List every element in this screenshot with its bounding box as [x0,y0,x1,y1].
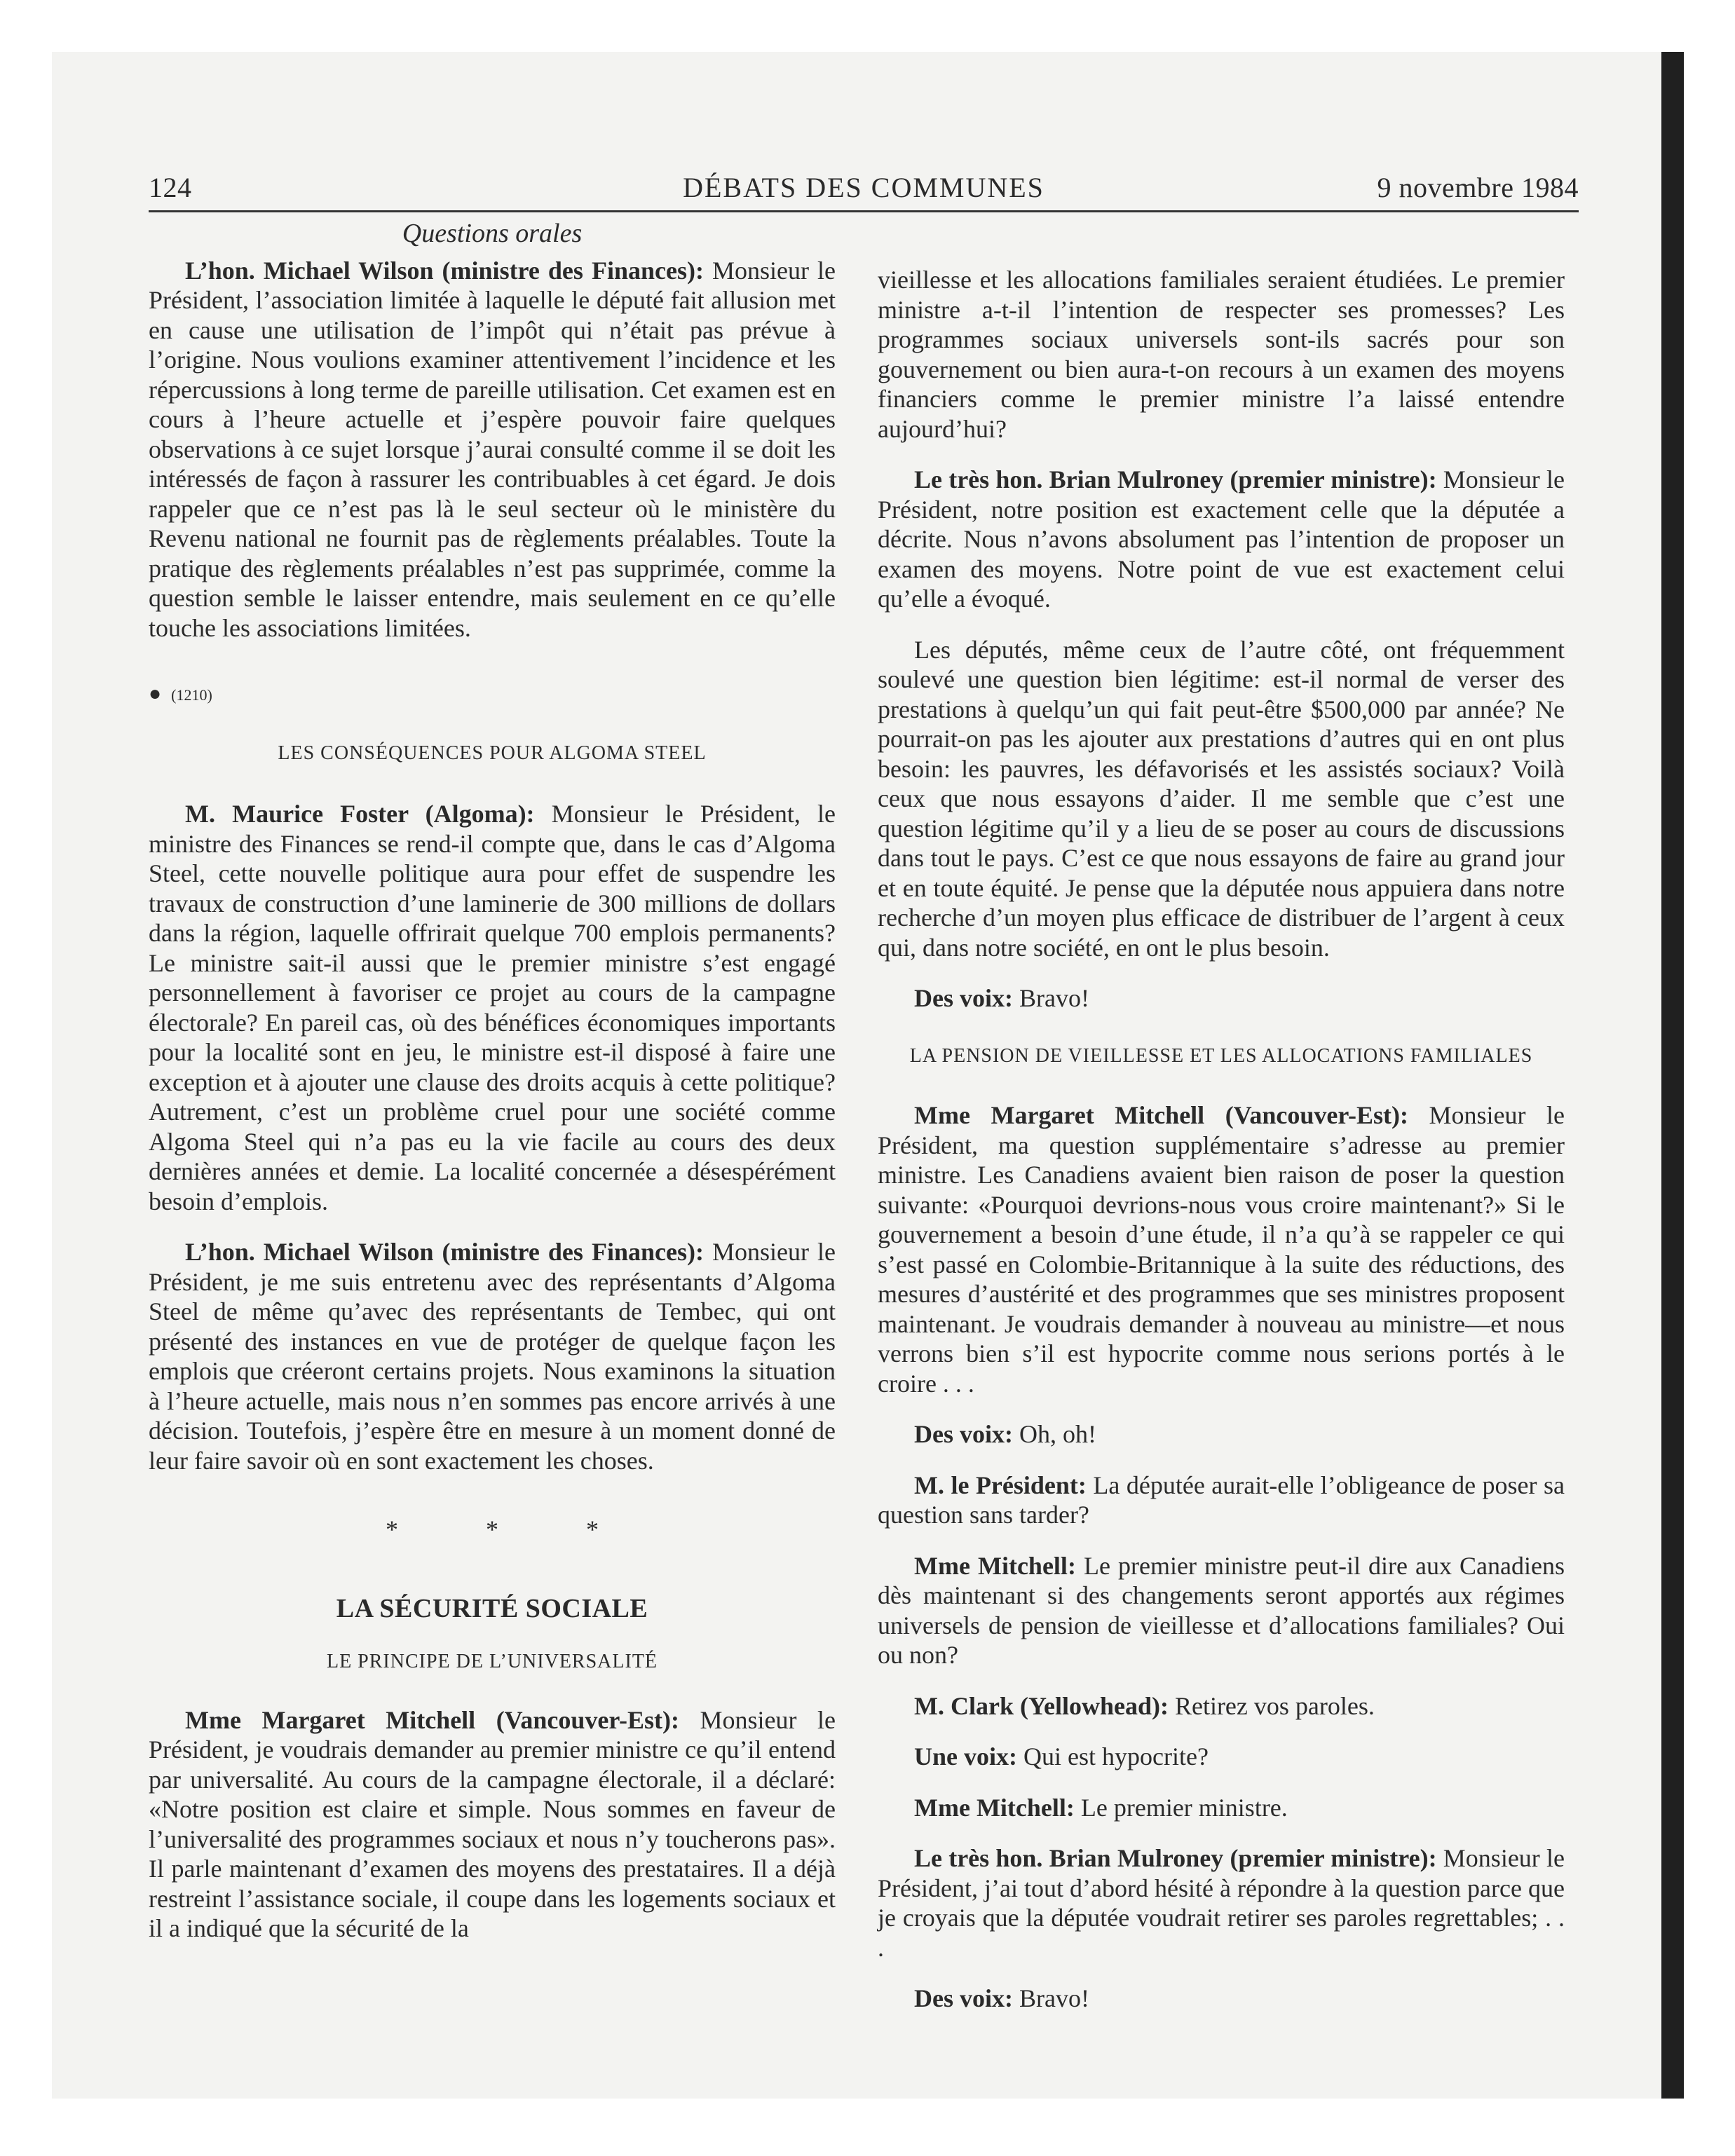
paragraph [878,1691,1565,1721]
section-heading: LA SÉCURITÉ SOCIALE [336,1593,648,1623]
speaker-name: Mme Margaret Mitchell (Vancouver-Est): [914,1101,1408,1129]
paragraph [878,1551,1565,1670]
speaker-name: L’hon. Michael Wilson (ministre des Finances): [185,256,704,285]
subheading: LES CONSÉQUENCES POUR ALGOMA STEEL [278,742,707,764]
speech-text: Les députés, même ceux de l’autre côté, ont fréquemment soulevé une question bien légitime: est-il normal de verser des prestations à quelqu’un qui fait peut-être $500,000 par année? Ne pourrait-on pas les ajouter aux prestations d’autres qui en ont plus besoin: les pauvres, les défavorisés et les assistés sociaux? Voilà ceux que nous essayons d’aider. Il me semble que c’est une question légitime qu’il y a lieu de se poser au cours de discussions dans tout le pays. C’est ce que nous essayons de faire au grand jour et en toute équité. Je pense que la députée nous appuiera dans notre recherche d’un moyen plus efficace de distribuer de l’argent à ceux qui, dans notre société, en ont le plus besoin. [878,635,1565,962]
speech-text: La députée aurait-elle l’obligeance de poser sa question sans tarder? [878,1471,1565,1529]
speaker-name: M. Clark (Yellowhead): [914,1691,1169,1720]
subheading: LE PRINCIPE DE L’UNIVERSALITÉ [326,1651,658,1672]
section-label: Questions orales [402,219,583,248]
paragraph [149,1237,836,1475]
speech-text: Monsieur le Président, ma question supplémentaire s’adresse au premier ministre. Les Canadiens avaient bien raison de poser la question suivante: «Pourquoi devrions-nous vous croire maintenant?» Si le gouvernement a besoin d’une étude, il n’a qu’à se rappeler ce qui s’est passé en Colombie-Britannique à la suite des réductions, des mesures d’austérité et des programmes que ses ministres proposent maintenant. Je voudrais demander à nouveau au ministre—et nous verrons bien s’il est hypocrite comme nous serions portés à le croire . . . [878,1101,1565,1398]
speaker-name: M. Maurice Foster (Algoma): [185,800,535,828]
publication-title: DÉBATS DES COMMUNES [683,172,1045,203]
speech-text: Monsieur le Président, notre position est exactement celle que la députée a décrite. Nous n’avons absolument pas l’intention de proposer un examen des moyens. Notre point de vue est exactement celui qu’elle a évoqué. [878,465,1565,613]
speech-text: Bravo! [1012,984,1089,1012]
paragraph [878,265,1565,444]
left-column [149,219,836,1965]
speech-text: Oh, oh! [1012,1420,1096,1448]
speech-text: Monsieur le Président, je me suis entretenu avec des représentants d’Algoma Steel de même qu’avec des représentants de Tembec, qui ont présenté des instances en vue de protéger de quelque façon les emplois que créeront certains projets. Nous examinons la situation à l’heure actuelle, mais nous n’en sommes pas encore arrivés à une décision. Toutefois, j’espère être en mesure à un moment donné de leur faire savoir où en sont exactement les choses. [149,1238,836,1475]
time-mark [149,679,836,711]
speaker-name: Mme Mitchell: [914,1551,1076,1580]
section-separator: * * * [386,1515,639,1543]
paragraph [878,1793,1565,1823]
speaker-name: Des voix: [914,984,1013,1012]
paragraph [878,465,1565,614]
subheading: LA PENSION DE VIEILLESSE ET LES ALLOCATIONS FAMILIALES [909,1044,1533,1067]
speech-text: Monsieur le Président, le ministre des Finances se rend-il compte que, dans le cas d’Algoma Steel, cette nouvelle politique aura pour effet de suspendre les travaux de construction d’une laminerie de 300 millions de dollars dans la région, laquelle offrirait quelque 700 emplois permanents? Le ministre sait-il aussi que le premier ministre s’est engagé personnellement à favoriser ce projet au cours de la campagne électorale? En pareil cas, où des bénéfices économiques importants pour la localité sont en jeu, le ministre est-il disposé à faire une exception et à ajouter une clause des droits acquis à cette politique? Autrement, c’est un problème cruel pour une société comme Algoma Steel qui n’a pas eu la vie facile au cours des deux dernières années et demie. La localité concernée a désespérément besoin d’emplois. [149,800,836,1215]
speech-text: vieillesse et les allocations familiales seraient étudiées. Le premier ministre a-t-il l’intention de respecter ses promesses? Les programmes sociaux universels sont-ils sacrés pour son gouvernement ou bien aura-t-on recours à un examen des moyens financiers comme le premier ministre l’a laissé entendre aujourd’hui? [878,266,1565,443]
speaker-name: Des voix: [914,1984,1013,2012]
speech-text: Bravo! [1012,1984,1089,2012]
paragraph [878,1984,1565,2014]
paragraph [878,1419,1565,1449]
speaker-name: Mme Mitchell: [914,1793,1075,1822]
speaker-name: Le très hon. Brian Mulroney (premier ministre): [914,1844,1437,1872]
page-header [149,167,1579,212]
paragraph [878,1742,1565,1772]
speech-text: Monsieur le Président, je voudrais demander au premier ministre ce qu’il entend par universalité. Au cours de la campagne électorale, il a déclaré: «Notre position est claire et simple. Nous sommes en faveur de l’universalité des programmes sociaux et nous n’y toucherons pas». Il parle maintenant d’examen des moyens des prestataires. Il a déjà restreint l’assistance sociale, il coupe dans les logements sociaux et il a indiqué que la sécurité de la [149,1705,836,1942]
paragraph [878,635,1565,963]
page-number: 124 [149,172,192,203]
paragraph [878,1100,1565,1398]
paragraph [149,1705,836,1944]
scan-edge-bar [1661,52,1684,2099]
speech-text: Monsieur le Président, l’association limitée à laquelle le député fait allusion met en cause une utilisation de l’impôt qui n’était pas prévue à l’origine. Nous voulions examiner attentivement l’incidence et les répercussions à long terme de pareille utilisation. Cet examen est en cours à l’heure actuelle et j’espère pouvoir faire quelques observations à ce sujet lorsque j’aurai consulté comme il se doit les intéressés de façon à rassurer les contribuables à cet égard. Je dois rappeler que ce n’est pas là le seul secteur où le ministère du Revenu national ne fournit pas de règlements préalables. Toute la pratique des règlements préalables n’est pas supprimée, comme la question semble le laisser entendre, mais seulement en ce qu’elle touche les associations limitées. [149,256,836,642]
right-column [878,265,1565,2035]
speaker-name: Mme Margaret Mitchell (Vancouver-Est): [185,1705,679,1734]
page-date: 9 novembre 1984 [1377,172,1579,203]
speech-text: Le premier ministre. [1074,1793,1288,1822]
paragraph [149,799,836,1216]
speaker-name: L’hon. Michael Wilson (ministre des Finances): [185,1238,704,1266]
speaker-name: M. le Président: [914,1471,1087,1499]
paragraph [878,1843,1565,1963]
speaker-name: Des voix: [914,1420,1013,1448]
speaker-name: Une voix: [914,1742,1017,1770]
speech-text: Retirez vos paroles. [1168,1691,1375,1720]
paragraph [878,983,1565,1014]
paragraph [878,1471,1565,1530]
speech-text: Qui est hypocrite? [1017,1742,1209,1770]
speech-text: Le premier ministre peut-il dire aux Canadiens dès maintenant si des changements seront apportés aux régimes universels de pension de vieillesse et d’allocations familiales? Oui ou non? [878,1551,1565,1669]
time-mark-text: (1210) [171,686,212,704]
speaker-name: Le très hon. Brian Mulroney (premier ministre): [914,465,1437,493]
bullet-icon: ● [149,682,162,705]
paragraph [149,256,836,643]
speech-text: Monsieur le Président, j’ai tout d’abord hésité à répondre à la question parce que je croyais que la députée voudrait retirer ses paroles regrettables; . . . [878,1844,1565,1962]
